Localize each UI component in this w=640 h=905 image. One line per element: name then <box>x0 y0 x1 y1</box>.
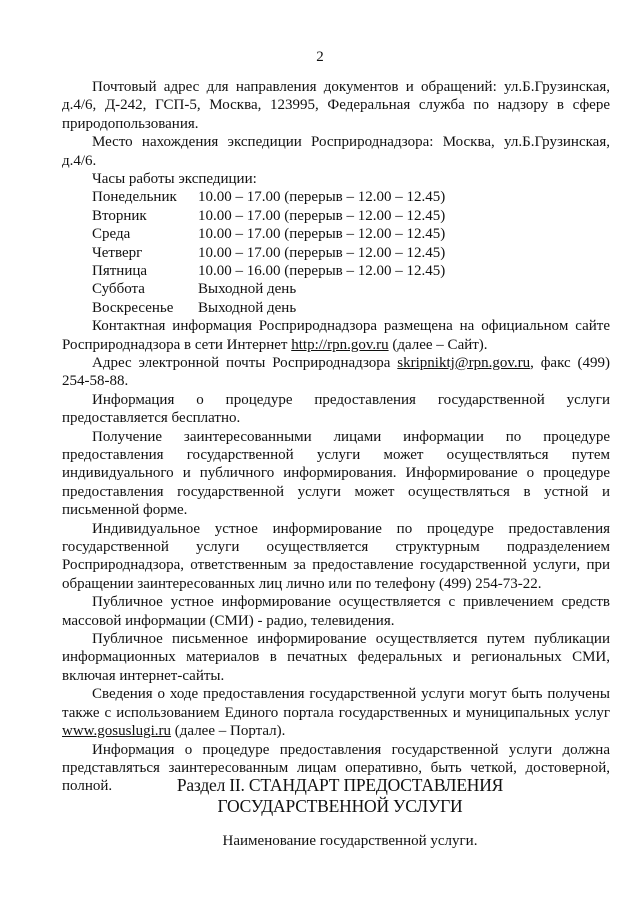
hours-row <box>92 280 610 298</box>
email-text: Адрес электронной почты Росприроднадзора <box>92 354 398 371</box>
hours-row <box>92 225 610 243</box>
hours-row <box>92 188 610 206</box>
portal-link[interactable]: www.gosuslugi.ru <box>62 723 172 740</box>
hours-day: Среда <box>92 226 131 243</box>
document-body <box>62 78 610 796</box>
hours-day: Пятница <box>92 262 148 279</box>
contact-info-paragraph <box>62 317 610 354</box>
hours-title: Часы работы экспедиции: <box>92 171 257 188</box>
section-heading: Раздел II. СТАНДАРТ ПРЕДОСТАВЛЕНИЯ ГОСУДАРСТВЕННОЙ УСЛУГИ <box>176 775 504 816</box>
contact-info-text: Контактная информация Росприроднадзора размещена на официальном сайте Росприроднадзора в сети Интернет <box>62 318 610 353</box>
hours-time: 10.00 – 17.00 (перерыв – 12.00 – 12.45) <box>198 226 446 243</box>
hours-time: 10.00 – 16.00 (перерыв – 12.00 – 12.45) <box>198 262 446 279</box>
hours-time: 10.00 – 17.00 (перерыв – 12.00 – 12.45) <box>198 189 446 206</box>
info-methods-paragraph: Получение заинтересованными лицами информации по процедуре предоставления государственной услуги может осуществляться путем индивидуального и публичного информирования. Информирование о процедуре предоставления государственной услуги может осуществляться в устной и письменной форме. <box>62 428 610 519</box>
email-paragraph <box>62 354 610 391</box>
hours-row <box>92 262 610 280</box>
location-paragraph: Место нахождения экспедиции Росприроднадзора: Москва, ул.Б.Грузинская, д.4/6. <box>62 134 610 169</box>
hours-row <box>92 299 610 317</box>
hours-day: Суббота <box>92 281 145 298</box>
hours-time: Выходной день <box>198 281 297 298</box>
hours-day: Вторник <box>92 207 147 224</box>
hours-day: Четверг <box>92 244 143 261</box>
page-number: 2 <box>316 49 324 65</box>
portal-text: Сведения о ходе предоставления государственной услуги могут быть получены также с использованием Единого портала государственных и муниципальных услуг <box>62 686 610 721</box>
sub-heading: Наименование государственной услуги. <box>222 833 478 849</box>
portal-suffix: (далее – Портал). <box>171 723 286 740</box>
portal-paragraph <box>62 685 610 740</box>
fax-text: , факс (499) 254-58-88. <box>62 354 610 390</box>
hours-day: Воскресенье <box>92 299 174 316</box>
public-written-info-paragraph: Публичное письменное информирование осуществляется путем публикации информационных материалов в печатных федеральных и региональных СМИ, включая интернет-сайты. <box>62 631 610 684</box>
hours-day: Понедельник <box>92 189 177 206</box>
info-requirements-paragraph: Информация о процедуре предоставления государственной услуги должна представляться заинтересованным лицам оперативно, быть четкой, достоверной, полной. <box>62 741 610 795</box>
hours-row <box>92 244 610 262</box>
hours-row <box>92 207 610 225</box>
postal-address-paragraph: Почтовый адрес для направления документов и обращений: ул.Б.Грузинская, д.4/6, Д-242, ГСП-5, Москва, 123995, Федеральная служба по надзору в сфере природопользования. <box>62 79 610 132</box>
contact-info-suffix: (далее – Сайт). <box>388 336 488 353</box>
hours-time: Выходной день <box>198 299 297 316</box>
free-info-paragraph: Информация о процедуре предоставления государственной услуги предоставляется бесплатно. <box>62 391 610 427</box>
hours-time: 10.00 – 17.00 (перерыв – 12.00 – 12.45) <box>198 207 446 224</box>
email-link[interactable]: skripniktj@rpn.gov.ru <box>397 354 531 371</box>
public-oral-info-paragraph: Публичное устное информирование осуществляется с привлечением средств массовой информации (СМИ) - радио, телевидения. <box>62 594 610 629</box>
working-hours <box>92 170 610 317</box>
individual-info-paragraph: Индивидуальное устное информирование по процедуре предоставления государственной услуги осуществляется структурным подразделением Росприроднадзора, ответственным за предоставление государственной услуги, при обращении заинтересованных лиц лично или по телефону (499) 254-73-22. <box>62 520 610 592</box>
site-link[interactable]: http://rpn.gov.ru <box>291 336 389 353</box>
hours-time: 10.00 – 17.00 (перерыв – 12.00 – 12.45) <box>198 244 446 261</box>
